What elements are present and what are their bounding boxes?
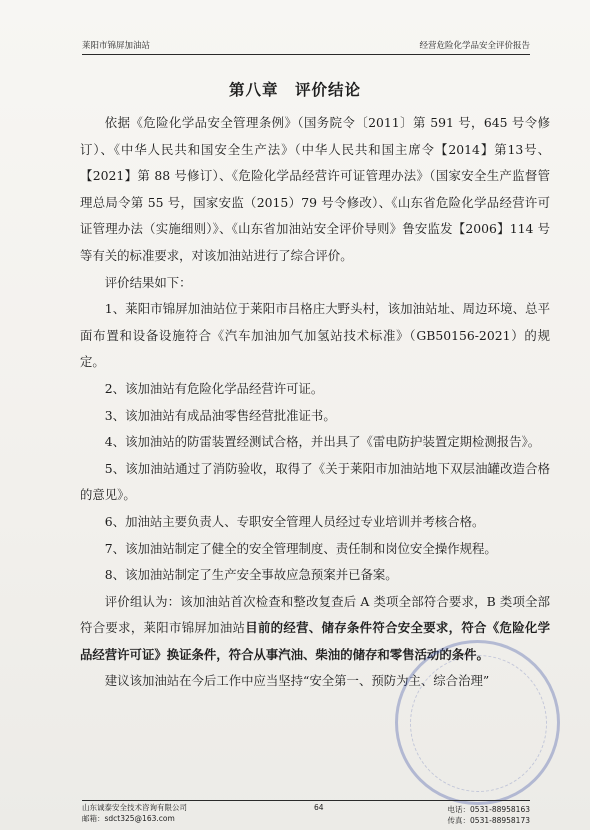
footer-phone: 电话：0531-88958163: [447, 805, 530, 814]
header-right-text: 经营危险化学品安全评价报告: [419, 41, 530, 51]
paragraph-result-1: 1、莱阳市锦屏加油站位于莱阳市吕格庄大野头村，该加油站址、周边环境、总平面布置和设备设施符合《汽车加油加气加氢站技术标准》（GB50156-2021）的规定。: [80, 301, 550, 370]
paragraph-result-4: 4、该加油站的防雷装置经测试合格，并出具了《雷电防护装置定期检测报告》。: [104, 434, 541, 450]
company-seal: [395, 640, 560, 805]
paragraph-recommendation: 建议该加油站在今后工作中应当坚持“安全第一、预防为主、综合治理”: [104, 673, 490, 689]
header-left-text: 莱阳市锦屏加油站: [82, 41, 151, 51]
page-footer: [82, 800, 530, 825]
paragraph-result-6: 6、加油站主要负责人、专职安全管理人员经过专业培训并考核合格。: [104, 513, 485, 529]
footer-company: 山东诚泰安全技术咨询有限公司: [82, 803, 187, 812]
paragraph-results-intro: 评价结果如下：: [104, 274, 192, 290]
footer-fax: 传真：0531-88958173: [447, 816, 530, 825]
paragraph-result-7: 7、该加油站制定了健全的安全管理制度、责任制和岗位安全操作规程。: [104, 540, 497, 556]
paragraph-basis: 依据《危险化学品安全管理条例》（国务院令〔2011〕第 591 号，645 号令修订）、《中华人民共和国安全生产法》（中华人民共和国主席令【2014】第13号、【2021】第 88 号修订）、《危险化学品经营许可证管理办法》（国家安全生产监督管理总局令第 55 号，国家安监（2015）79 号令修改）、《山东省危险化学品经营许可证管理办法（实施细则）》、《山东省加油站安全评价导则》鲁安监发【2006】114 号等有关的标准要求，对该加油站进行了综合评价。: [80, 115, 550, 263]
footer-email: 邮箱：sdct325@163.com: [82, 814, 175, 823]
seal-inner-ring: [410, 655, 547, 792]
paragraph-result-8: 8、该加油站制定了生产安全事故应急预案并已备案。: [104, 567, 398, 583]
document-body: [80, 110, 550, 695]
conclusion-normal-text: 评价组认为：该加油站首次检查和整改复查后 A 类项全部符合要求，B 类项全部符合要求，莱阳市锦屏加油站: [80, 593, 550, 636]
paragraph-result-5: 5、该加油站通过了消防验收，取得了《关于莱阳市加油站地下双层油罐改造合格的意见》。: [80, 460, 550, 503]
page-number: 64: [314, 803, 324, 812]
chapter-title: 第八章 评价结论: [228, 80, 361, 99]
page-header: [82, 36, 530, 55]
conclusion-bold-text: 目前的经营、储存条件符合安全要求，符合《危险化学品经营许可证》换证条件，符合从事汽油、柴油的储存和零售活动的条件。: [80, 620, 551, 662]
paragraph-result-3: 3、该加油站有成品油零售经营批准证书。: [104, 407, 336, 423]
paragraph-result-2: 2、该加油站有危险化学品经营许可证。: [104, 380, 324, 396]
